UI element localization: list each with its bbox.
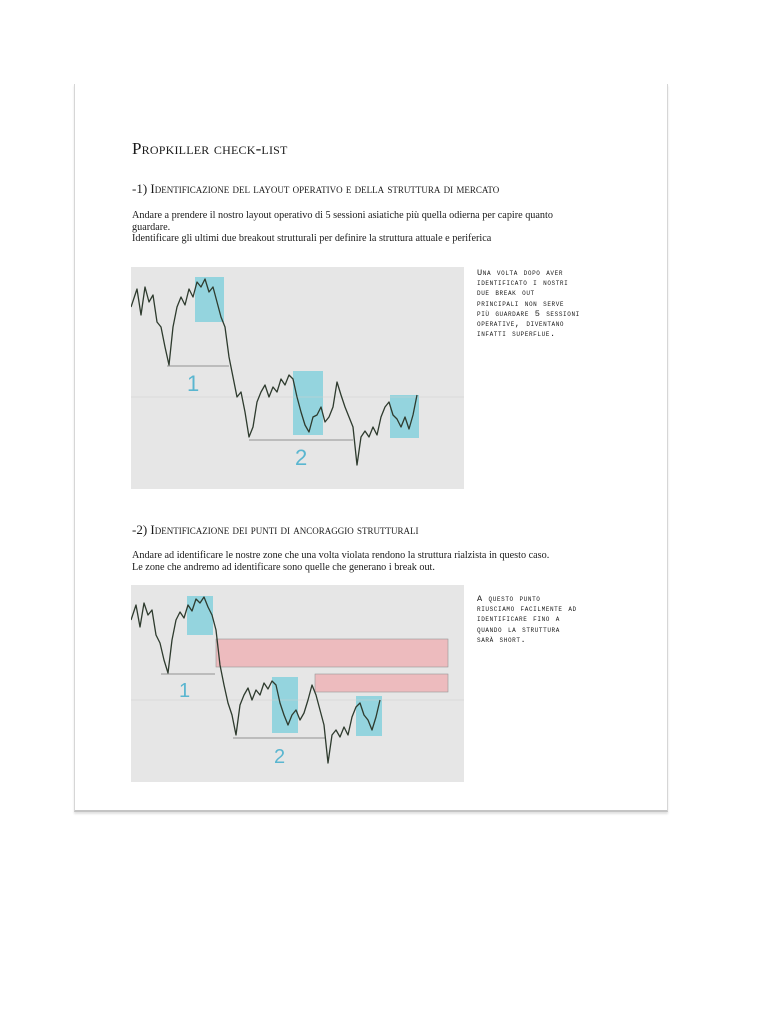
section-2-heading: -2) Identificazione dei punti di ancoraggio strutturali <box>132 522 419 537</box>
section-2-paragraph <box>132 550 602 573</box>
section-2-chart-image <box>131 585 464 782</box>
document-page <box>74 84 668 812</box>
section-2-note: A questo punto riusciamo facilmente ad identificare fino a quando la struttura sarà short. <box>477 594 577 645</box>
section-1-paragraph <box>132 210 602 245</box>
resistance-zone <box>315 674 448 692</box>
section-2-line-2: Le zone che andremo ad identificare sono quelle che generano i break out. <box>132 561 435 573</box>
section-1-chart-svg <box>131 267 464 489</box>
chart-label-1: 1 <box>187 371 200 396</box>
section-1-note: Una volta dopo aver identificato i nostri due break out principali non serve più guardare 5 sessioni operative, diventano infatti superflue. <box>477 268 580 340</box>
section-1-line-2: guardare. <box>132 221 171 233</box>
section-1-line-1: Andare a prendere il nostro layout operativo di 5 sessioni asiatiche più quella odierna per capire quanto <box>132 210 553 221</box>
highlight-box <box>293 371 323 435</box>
highlight-box <box>356 696 382 736</box>
section-1-chart-image <box>131 267 464 489</box>
page-title: Propkiller check-list <box>132 139 288 158</box>
section-1-heading: -1) Identificazione del layout operativo e della struttura di mercato <box>132 181 500 196</box>
section-1-line-3: Identificare gli ultimi due breakout strutturali per definire la struttura attuale e periferica <box>132 233 492 244</box>
chart-label-2: 2 <box>295 445 308 470</box>
resistance-zone <box>216 639 448 667</box>
highlight-box <box>195 277 224 322</box>
chart-label-2: 2 <box>274 746 286 768</box>
section-2-line-1: Andare ad identificare le nostre zone che una volta violata rendono la struttura rialzista in questo caso. <box>132 550 550 561</box>
chart-label-1: 1 <box>179 680 191 702</box>
section-2-chart-svg <box>131 585 464 782</box>
price-line <box>131 279 417 465</box>
